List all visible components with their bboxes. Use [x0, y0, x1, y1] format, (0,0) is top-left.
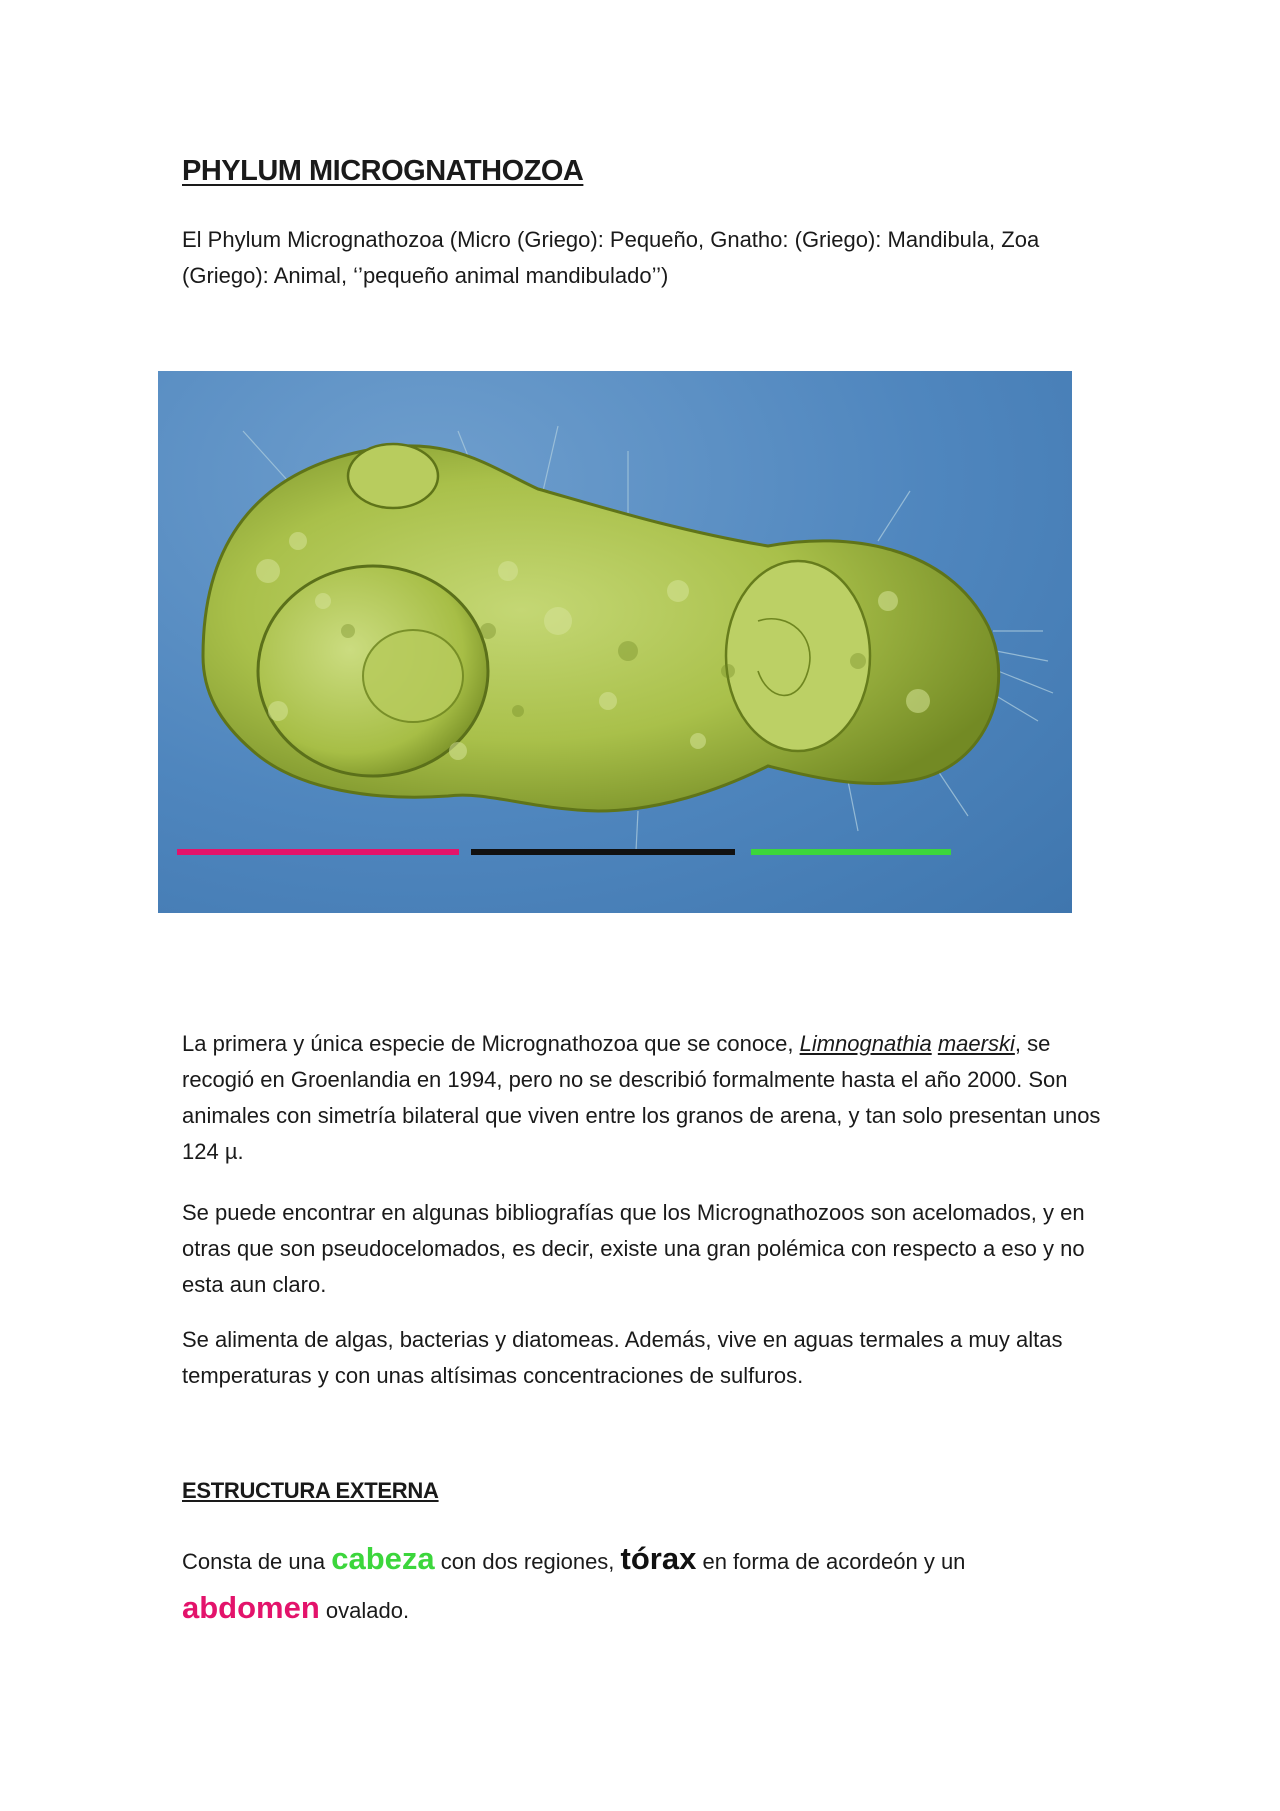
- section-heading: ESTRUCTURA EXTERNA: [182, 1478, 439, 1503]
- paragraph-structure: Consta de una cabeza con dos regiones, tórax en forma de acordeón y un abdomen ovalado.: [182, 1541, 966, 1625]
- abdomen-region: [726, 561, 870, 751]
- term-cabeza: cabeza: [331, 1541, 435, 1576]
- scale-bar-pink: [177, 849, 459, 855]
- scale-bar-black: [471, 849, 735, 855]
- species-genus: Limnognathia: [799, 1031, 932, 1056]
- term-torax: tórax: [620, 1541, 697, 1576]
- intro-paragraph: El Phylum Micrognathozoa (Micro (Griego): Pequeño, Gnatho: (Griego): Mandibula, Zoa (Griego): Animal, ‘’pequeño animal mandibulado’’): [182, 227, 1040, 288]
- paragraph-coelom: Se puede encontrar en algunas bibliografías que los Micrognathozoos son acelomados, y en otras que son pseudocelomados, es decir, existe una gran polémica con respecto a eso y no esta aun claro.: [182, 1200, 1085, 1297]
- species-epithet: maerski: [937, 1031, 1015, 1056]
- micrograph-illustration: [158, 371, 1072, 913]
- micrograph-figure: [158, 371, 1072, 913]
- paragraph-discovery: La primera y única especie de Micrognathozoa que se conoce, Limnognathia maerski, se recogió en Groenlandia en 1994, pero no se describió formalmente hasta el año 2000. Son animales con simetría bilateral que viven entre los granos de arena, y tan solo presentan unos 124 µ.: [182, 1031, 1101, 1164]
- paragraph-feeding: Se alimenta de algas, bacterias y diatomeas. Además, vive en aguas termales a muy altas temperaturas y con unas altísimas concentraciones de sulfuros.: [182, 1327, 1063, 1388]
- page-title: PHYLUM MICROGNATHOZOA: [182, 155, 584, 187]
- term-abdomen: abdomen: [182, 1590, 320, 1625]
- scale-bar-green: [751, 849, 951, 855]
